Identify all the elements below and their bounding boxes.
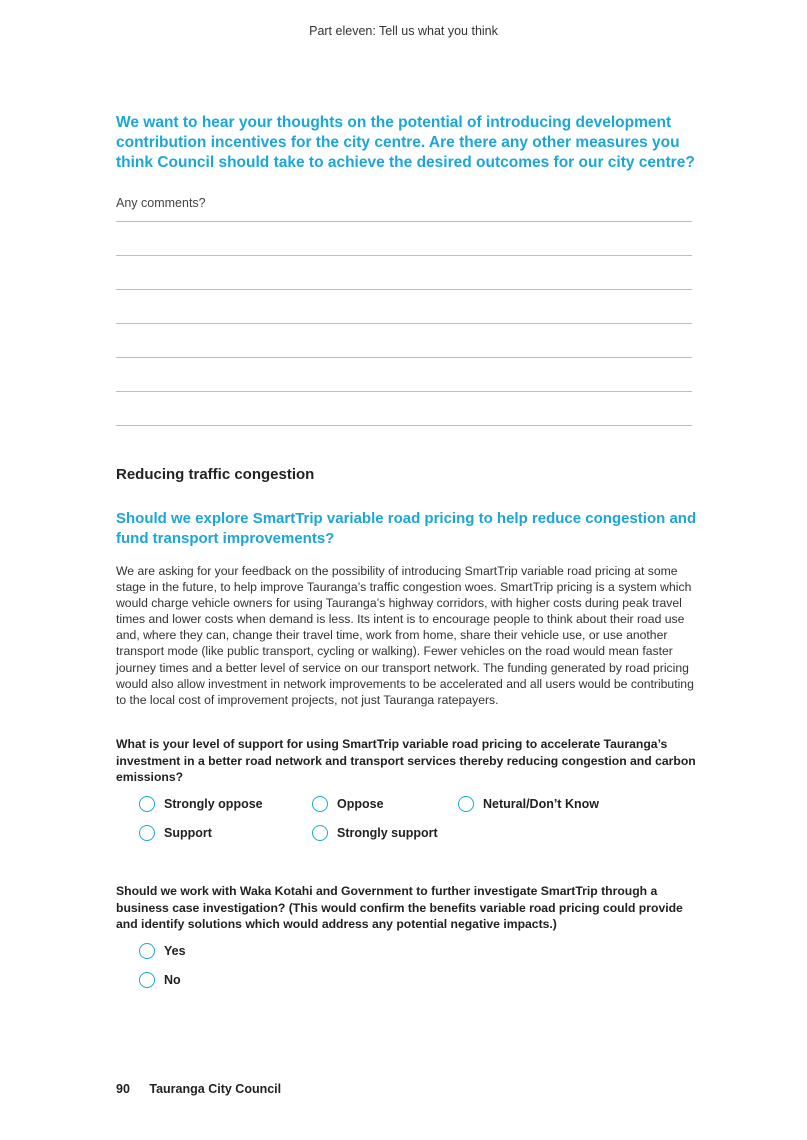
option-support[interactable] [139,825,212,841]
question-level-of-support: What is your level of support for using SmartTrip variable road pricing to accelerate Tauranga’s investment in a better road network and transport services thereby reducing congestion and carbon emissions? [116,737,696,784]
option-label: No [164,973,181,987]
smarttrip-description: We are asking for your feedback on the possibility of introducing SmartTrip variable road pricing at some stage in the future, to help improve Tauranga’s traffic congestion woes. SmartTrip pricing is a system which would charge vehicle owners for using Tauranga’s highway corridors, with higher costs during peak travel times and lower costs when demand is less. Its intent is to encourage people to think about their road use and, where they can, change their travel time, work from home, share their vehicle use, or use another transport mode (like public transport, cycling or walking). Fewer vehicles on the road would mean faster journey times and a better level of service on our transport network. The funding generated by road pricing would also allow investment in network improvements to be accelerated and all users would be contributing to the local cost of improvement projects, not just Tauranga ratepayers. [116,564,694,707]
option-neutral[interactable] [458,796,599,812]
radio-circle-icon[interactable] [139,825,155,841]
comment-line-1[interactable] [116,221,692,222]
page-number: 90 [116,1082,130,1096]
comment-line-3[interactable] [116,289,692,290]
radio-circle-icon[interactable] [139,972,155,988]
option-label: Oppose [337,797,384,811]
question-development-incentives: We want to hear your thoughts on the potential of introducing development contribution incentives for the city centre. Are there any other measures you think Council should take to achieve the desired outcomes for our city centre? [116,114,695,171]
question-smarttrip: Should we explore SmartTrip variable road pricing to help reduce congestion and fund transport improvements? [116,510,697,547]
footer-org: Tauranga City Council [149,1082,282,1096]
comment-line-6[interactable] [116,391,692,392]
comment-line-7[interactable] [116,425,692,426]
option-label: Yes [164,944,186,958]
option-strongly-oppose[interactable] [139,796,263,812]
page-footer [116,1082,281,1096]
option-oppose[interactable] [312,796,384,812]
page-header: Part eleven: Tell us what you think [309,24,498,38]
radio-circle-icon[interactable] [458,796,474,812]
radio-circle-icon[interactable] [139,796,155,812]
option-label: Support [164,826,212,840]
radio-circle-icon[interactable] [139,943,155,959]
radio-circle-icon[interactable] [312,825,328,841]
comment-line-2[interactable] [116,255,692,256]
option-no[interactable] [139,972,181,988]
option-label: Netural/Don’t Know [483,797,599,811]
option-yes[interactable] [139,943,186,959]
comments-label: Any comments? [116,196,206,210]
radio-circle-icon[interactable] [312,796,328,812]
question-business-case: Should we work with Waka Kotahi and Government to further investigate SmartTrip through a business case investigation? (This would confirm the benefits variable road pricing could provide and identify solutions which would address any potential negative impacts.) [116,884,683,931]
option-strongly-support[interactable] [312,825,438,841]
option-label: Strongly oppose [164,797,263,811]
comment-line-5[interactable] [116,357,692,358]
comment-line-4[interactable] [116,323,692,324]
option-label: Strongly support [337,826,438,840]
section-heading: Reducing traffic congestion [116,466,315,483]
